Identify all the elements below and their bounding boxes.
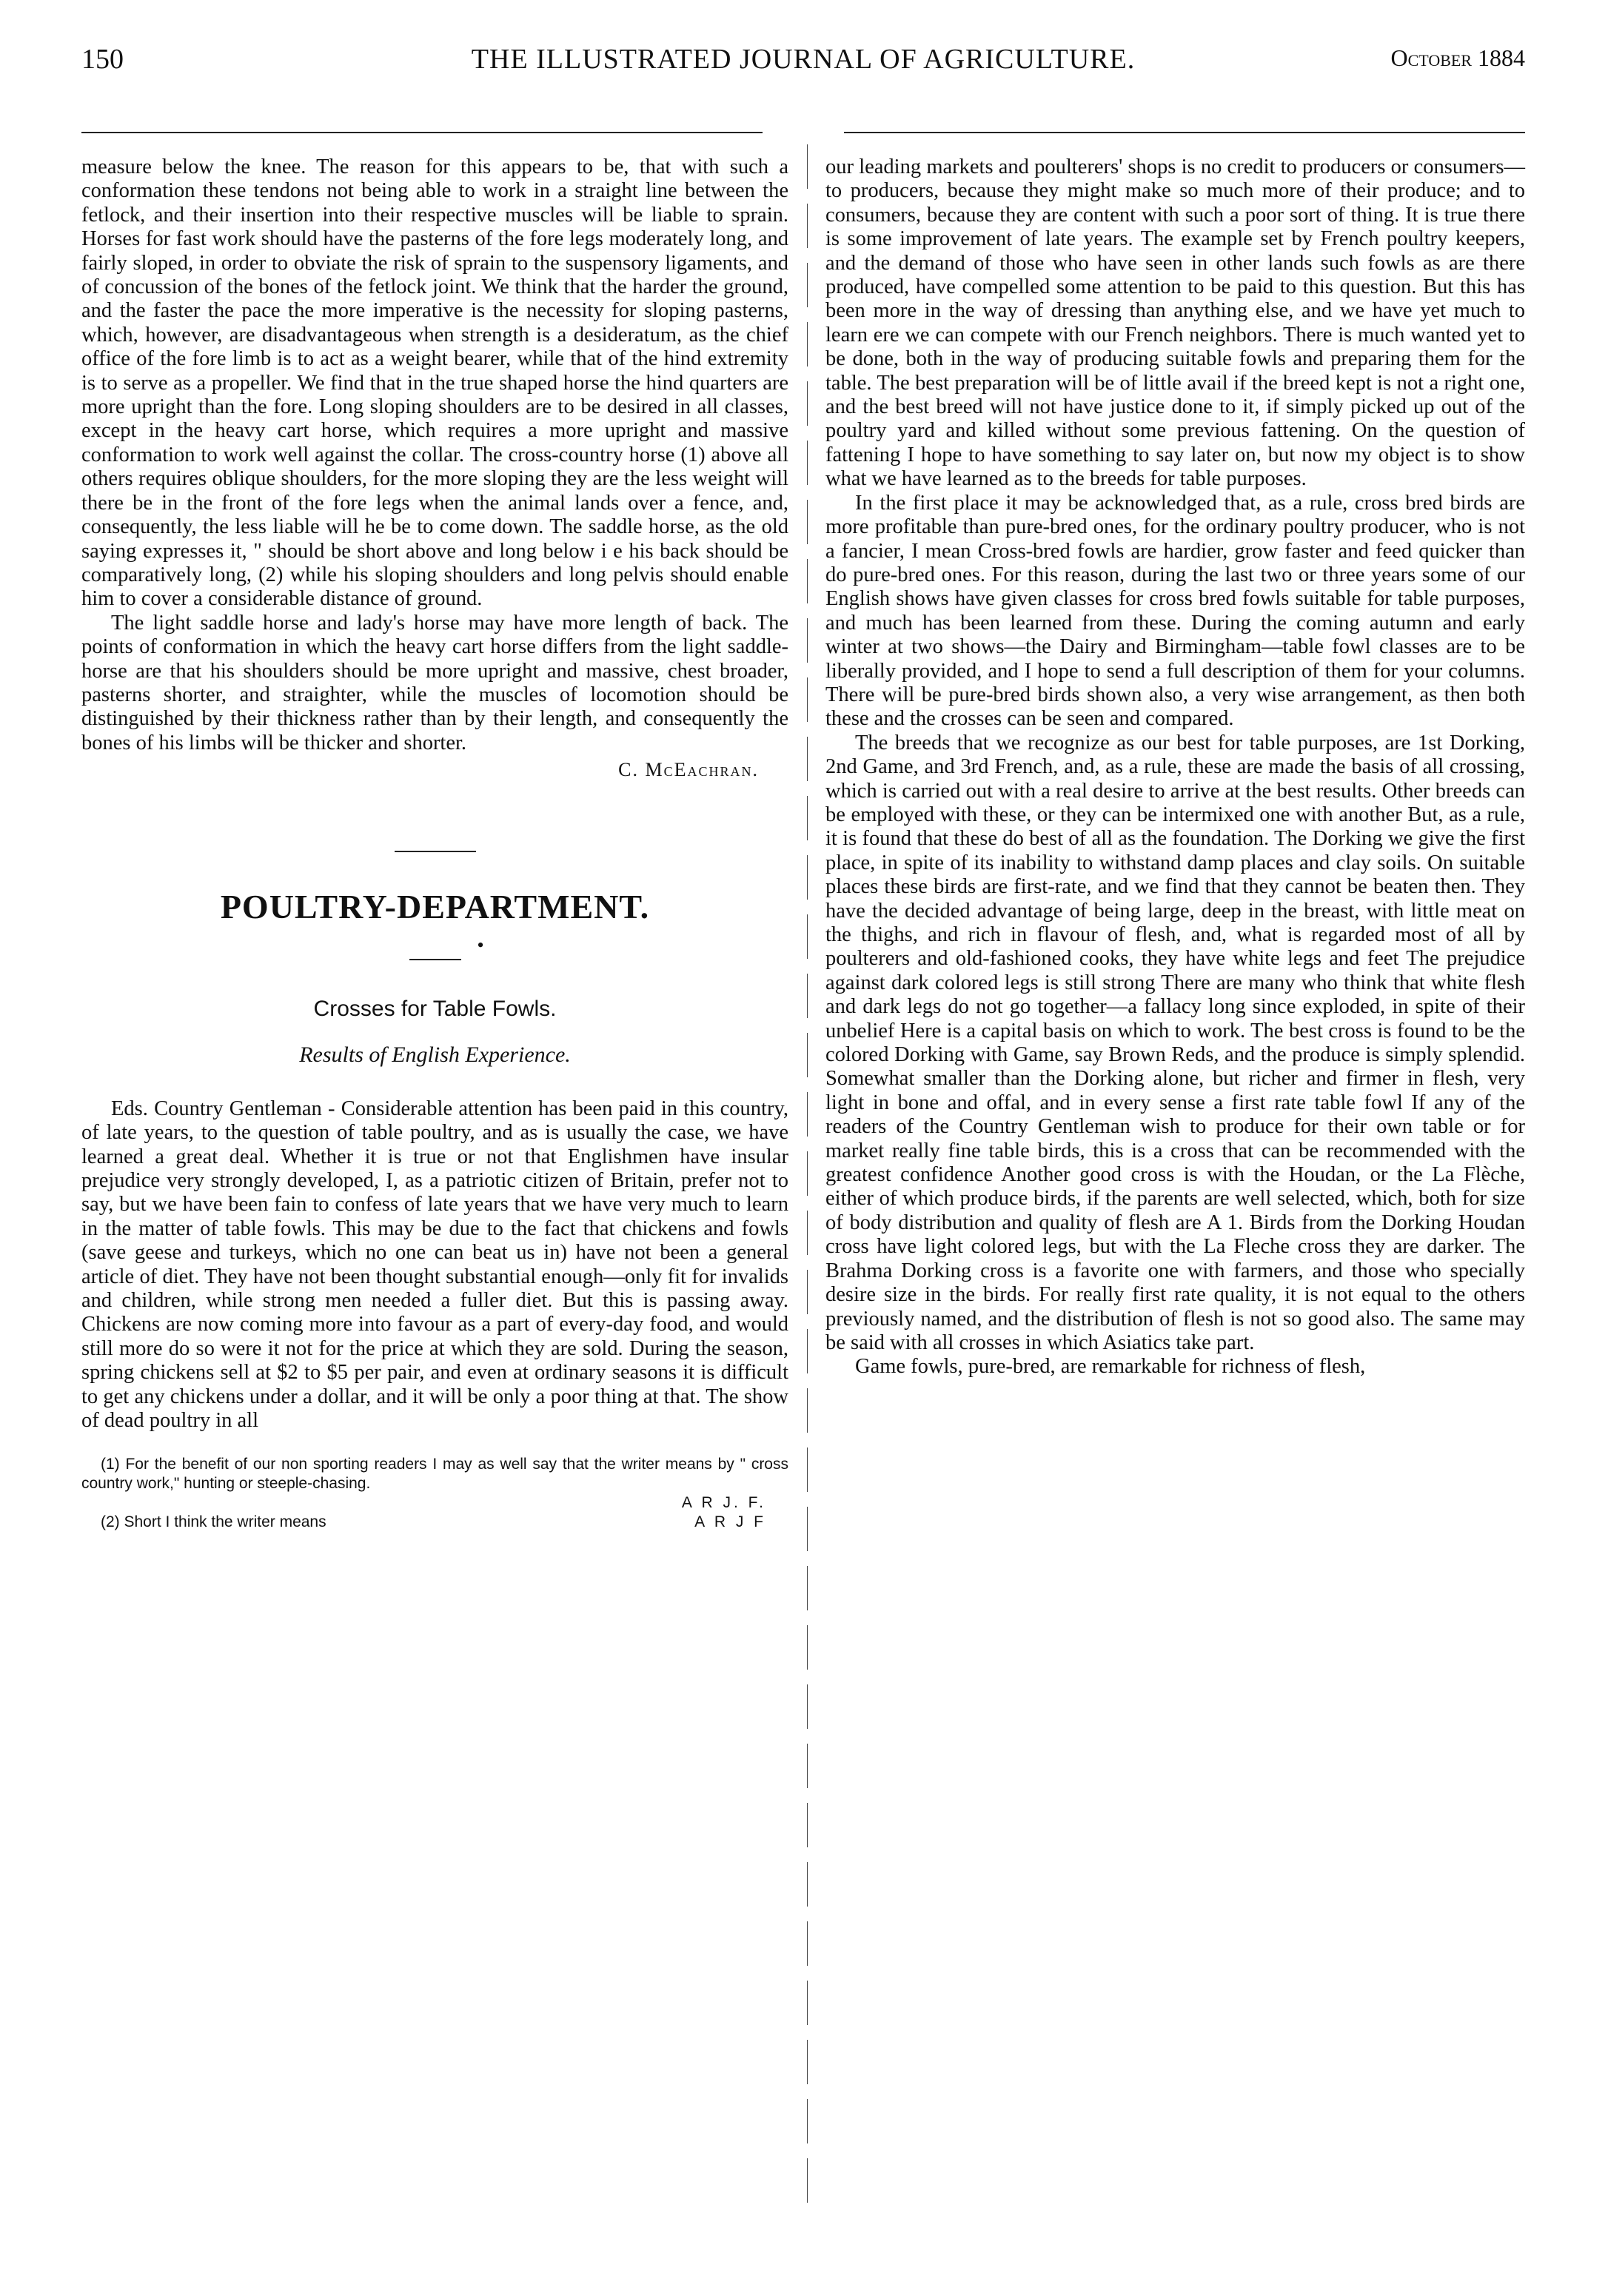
title-ornament-rule: [409, 934, 484, 960]
poultry-paragraph-1: Eds. Country Gentleman - Considerable attention has been paid in this country, of late years, to the question of table poultry, and as is usually the case, we have learned a great deal. Whether it is true or not that Englishmen have insular prejudice very strongly developed, I, as a patriotic citizen of Britain, prefer not to say, but we have been fain to confess of late years that we have very much to learn in the matter of table fowls. This may be due to the fact that chickens and fowls (save geese and turkeys, which no one can beat us in) have not been a general article of diet. They have not been thought substantial enough—only fit for invalids and children, while strong men needed a fuller diet. But this is passing away. Chickens are now coming more into favour as a part of every-day food, and would still more do so were it not for the price at which they are sold. During the season, spring chickens sell at $2 to $5 per pair, and even at ordinary seasons it is difficult to get any chickens under a dollar, and it will be only a poor thing at that. The show of dead poultry in all: [81, 1097, 788, 1433]
poultry-paragraph-5: Game fowls, pure-bred, are remarkable for richness of flesh,: [855, 1355, 1366, 1379]
poultry-paragraph-3: In the first place it may be acknowledged that, as a rule, cross bred birds are more profitable than pure-bred ones, for the ordinary poultry producer, who is not a fancier, I mean Cross-bred fowls are hardier, grow faster and feed quicker than do pure-bred ones. For this reason, during the last two or three years some of our English shows have given classes for cross bred fowls suitable for table purposes, and much has been learned from these. During the coming autumn and early winter at two shows—the Dairy and Birmingham—table fowl classes are to be liberally provided, and I hope to send a full description of them for your columns. There will be pure-bred birds shown also, a very wise arrangement, as then both these and the crosses can be seen and compared.: [825, 491, 1525, 731]
footnote-1-attribution: [81, 1493, 788, 1513]
left-column: [81, 155, 788, 1532]
horse-paragraph-1: measure below the knee. The reason for this appears to be, that with such a conformation these tendons not being able to work in a straight line between the fetlock, and their insertion into their respective muscles will be liable to sprain. Horses for fast work should have the pasterns of the fore legs moderately long, and fairly sloped, in order to obviate the risk of sprain to the suspensory ligaments, and of concussion of the bones of the fetlock joint. We think that the harder the ground, and the faster the pace the more imperative is the necessity for sloping pasterns, which, however, are disadvantageous when strength is a desideratum, as the chief office of the fore limb is to act as a weight bearer, while that of the hind extremity is to serve as a propeller. We find that in the true shaped horse the hind quarters are more upright than the fore. Long sloping shoulders are to be desired in all classes, except in the heavy cart horse, which requires a more upright and massive conformation to work well against the collar. The cross-country horse (1) above all others requires oblique shoulders, for the more sloping they are the less weight will there be in the front of the fore legs when the animal lands over a fence, and, consequently, the less liable will he be to come down. The saddle horse, as the old saying expresses it, " should be short above and long below i e his back should be comparatively long, (2) while his sloping shoulders and long pelvis should enable him to cover a considerable distance of ground.: [81, 155, 788, 611]
author-signature: C. McEachran.: [618, 759, 759, 781]
footnotes: [81, 1455, 788, 1532]
footnote-2: (2) Short I think the writer means: [101, 1513, 326, 1531]
footnote-2-row: [81, 1513, 788, 1532]
page-header: [81, 37, 1525, 96]
article-subtitle: Results of English Experience.: [299, 1042, 571, 1068]
ornament-dot: •: [477, 934, 484, 956]
column-divider: [807, 144, 808, 2218]
issue-date: October 1884: [1390, 44, 1525, 71]
footnote-2-initials: A R J F: [694, 1513, 766, 1531]
section-rule: [395, 851, 476, 852]
header-rule-right: [844, 132, 1525, 133]
article-title: Crosses for Table Fowls.: [313, 996, 557, 1021]
department-title: POULTRY-DEPARTMENT.: [220, 887, 650, 926]
poultry-paragraph-2: our leading markets and poulterers' shops is no credit to producers or consumers—to producers, because they might make so much more of their produce; and to consumers, because they are content with such a poor sort of thing. It is true there is some improvement of late years. The example set by French poultry keepers, and the demand of those who have seen in other lands such fowls as are there produced, have compelled some attention to be paid to this question. But this has been more in the way of dressing than anything else, and we have yet much to learn ere we can compete with our French neighbors. There is much wanted yet to be done, both in the way of producing suitable fowls and preparing them for the table. The best preparation will be of little avail if the breed kept is not a right one, and the best breed will not have justice done to it, if simply picked up out of the poultry yard and killed without some previous fattening. On the question of fattening I hope to have something to say later on, but now my object is to show what we have learned as to the breeds for table purposes.: [825, 155, 1525, 491]
poultry-paragraph-4: The breeds that we recognize as our best for table purposes, are 1st Dorking, 2nd Game, and 3rd French, and, as a rule, these are made the basis of all crossing, which is carried out with a real desire to arrive at the best results. Other breeds can be employed with these, or they can be intermixed one with another But, as a rule, it is found that these do best of all as the foundation. The Dorking we give the first place, in spite of its inability to withstand damp places and clay soils. On suitable places these birds are first-rate, and we find that they cannot be beaten then. They have the decided advantage of being large, deep in the breast, with little meat on the thighs, and rich in flavour of flesh, and, what is regarded most of all by poulterers and old-fashioned cooks, they have white legs and feet The prejudice against dark colored legs is still strong There are many who think that white flesh and dark legs do not go together—a fallacy long since exploded, in spite of their unbelief Here is a capital basis on which to work. The best cross is found to be the colored Dorking with Game, say Brown Reds, and the produce is simply splendid. Somewhat smaller than the Dorking alone, but richer and firmer in flesh, very light in bone and offal, and in every sense a first rate table fowl If any of the readers of the Country Gentleman wish to produce for their own table or for market really fine table birds, this is a cross that can be recommended with the greatest confidence Another good cross is with the Houdan, or the La Flèche, either of which produce birds, if the parents are well selected, which, both for size of body distribution and quality of flesh are A 1. Birds from the Dorking Houdan cross have light colored legs, but with the La Fleche cross they are darker. The Brahma Dorking cross is a favorite one with farmers, and those who specially desire size in the birds. For really first rate quality, it is not equal to the others previously named, and the distribution of flesh is not so good also. The same may be said with all crosses in which Asiatics take part.: [825, 731, 1525, 1354]
horse-paragraph-2: The light saddle horse and lady's horse may have more length of back. The points of conformation in which the heavy cart horse differs from the light saddle-horse are that his shoulders should be more upright and massive, chest broader, pasterns shorter, and straighter, while the muscles of locomotion should be distinguished by their thickness rather than by their length, and consequently the bones of his limbs will be thicker and shorter.: [81, 611, 788, 754]
page-number: 150: [81, 44, 124, 75]
right-column: [825, 155, 1525, 1379]
article-body: [81, 1097, 788, 1433]
header-rule-left: [81, 132, 763, 133]
journal-title: THE ILLUSTRATED JOURNAL OF AGRICULTURE.: [471, 44, 1136, 75]
footnote-1-initials: A R J. F.: [681, 1494, 766, 1512]
footnote-1: (1) For the benefit of our non sporting readers I may as well say that the writer means by " cross country work," hunting or steeple-chasing.: [81, 1456, 788, 1493]
